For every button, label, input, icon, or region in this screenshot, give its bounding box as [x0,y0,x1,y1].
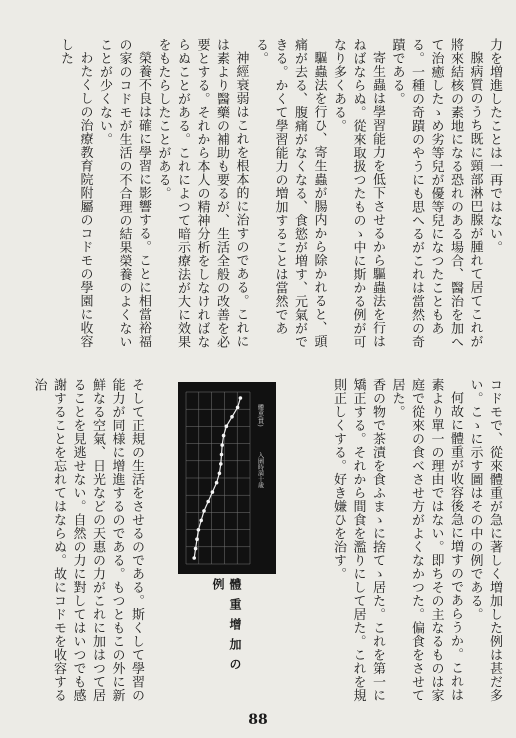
paragraph: 寄生蟲は學習能力を低下させるから驅蟲法を行はねばならぬ。從來取扱つたものゝ中に斯かる例が可なり多くある。 [331,38,385,349]
data-point [218,472,222,476]
data-point [206,500,210,504]
paragraph: 何故に體重が收容後急に増すのであらうか。これは素より單一の理由ではない。即ちその主なるものは家庭で從來の食べさせ方がよくなかつた。偏食をさせて居た。 [389,378,463,702]
top-text-block [14,38,504,356]
weight-chart-svg [178,382,276,574]
bottom-right-text-block [287,378,504,704]
paragraph: コドモで、從來體重が急に著しく増加した例は甚だ多い。こゝに示す圖はその中の例である。 [467,378,502,702]
paragraph: 腺病質のうち既に頸部淋巴腺が腫れて居てこれが將來結核の素地になる恐れのある場合、醫治を加へて治癒したゝめ劣等兒が優等兒になつたこともある。一種の奇蹟のやうにも思へるがこれは當然の奇蹟である。 [389,38,483,349]
data-point [215,481,219,485]
data-point [220,443,224,447]
data-point [230,415,234,419]
data-point [239,396,243,400]
data-point [199,519,203,523]
data-point [220,453,224,457]
data-point [225,424,229,428]
data-point [236,406,240,410]
bottom-left-text-block [14,378,146,704]
chart-note-label: 入園時満十歳 [256,452,264,488]
data-point [192,556,196,560]
data-point [197,528,201,532]
data-point [194,547,198,551]
paragraph: 榮養不良は確に學習に影響する。ことに相當裕福の家のコドモが生活の不合理の結果榮養のよくないことが少くない。 [97,38,151,349]
paragraph: わたくしの治療教育院附屬のコドモの學園に收容した [58,38,93,348]
data-point [211,490,215,494]
data-point [219,462,223,466]
chart-y-label: 體重(貫) [256,404,264,427]
data-point [195,537,199,541]
paragraph: 香の物で茶漬を食ふまゝに捨てゝ居た。これを第一に矯正する。それから間食を濫りにして居た。これを規則正しくする。好き嫌ひを治す。 [331,378,385,702]
paragraph: 力を増進したことは一再ではない。 [487,38,502,254]
data-point [222,434,226,438]
page-number: 88 [248,712,268,728]
paragraph: そして正規の生活をさせるのである。斯くして學習の能力が同様に增進するのである。もつともこの外に新鮮なる空氣、日光などの天惠の力がこれに加はつて居ることを見逃せない。自然の力に對してはいつでも感謝することを忘れてはならぬ。故にコドモを收容する治 [31,378,144,702]
data-point [202,509,206,513]
figure-caption: 體重增加の例 [211,578,242,678]
weight-chart [178,382,276,574]
paragraph: 神經衰弱はこれを根本的に治すのである。これには素より醫藥の補助も要るが、生活全般の改善を必要とする。それから本人の精神分析をしなければならぬことがある。これによつて暗示療法が大に效果をもたらしたことがある。 [155,38,249,349]
paragraph: 驅蟲法を行ひ、寄生蟲が腸内から除かれると、頭痛が去る、腹痛がなくなる、食慾が増す、元氣ができる。かくて學習能力の増加することは當然である。 [253,38,327,349]
